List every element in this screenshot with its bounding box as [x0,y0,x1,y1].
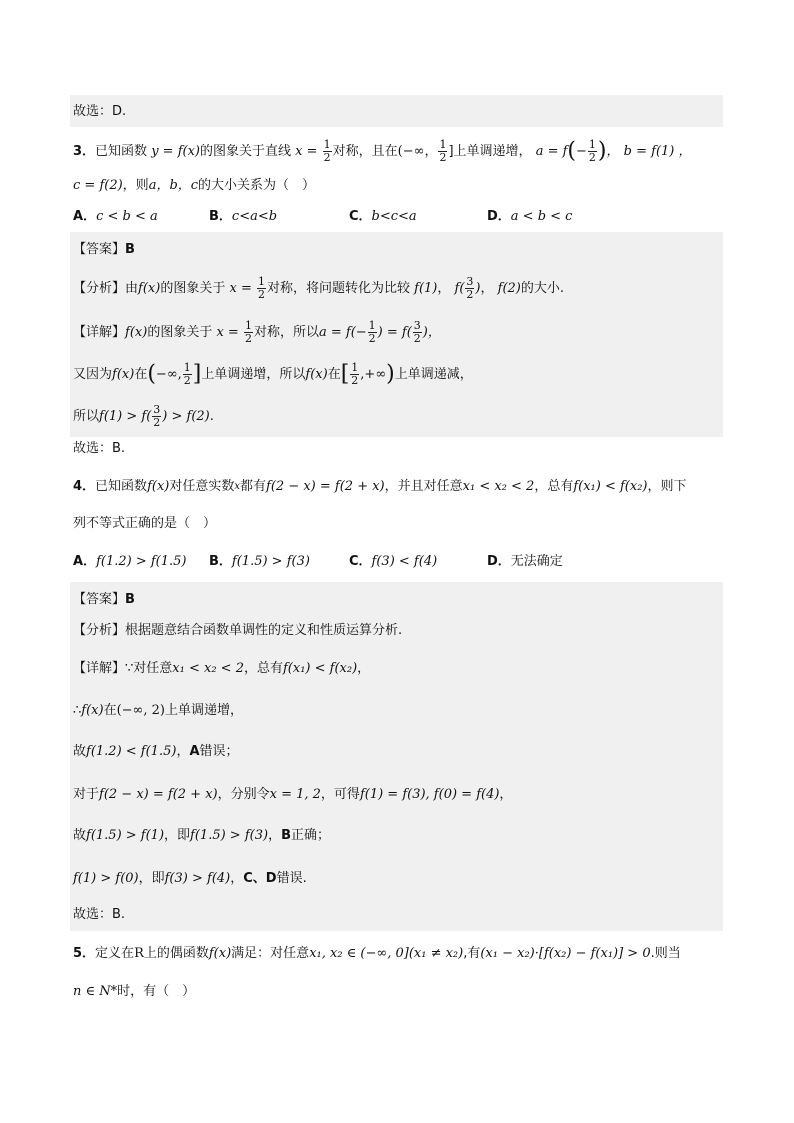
q3-interval-close: ]上单调递增， [448,144,532,159]
q3-stem-text: 已知函数 [95,144,148,159]
q4-detail-line4: 对于f(2 − x) = f(2 + x)，分别令x = 1, 2，可得f(1) = f(3), f(0) = f(4)， [73,787,513,802]
q3-detail-line3: 所以f(1) > f( $\frac{3}{2}$ ) > f(2). [73,403,214,429]
q4-option-d: D．无法确定 [487,554,563,569]
analysis-tag: 【分析】 [73,281,126,296]
q4-answer: B [125,592,135,607]
q4-option-a: A．f(1.2) > f(1.5) [73,554,187,569]
q3-choose-text: 故选：B. [73,441,126,456]
q3-stem-text: 的图象关于直线 [200,144,292,159]
q3-a-def: a = f [535,144,568,159]
q4-detail-line2: ∴f(x)在(−∞, 2)上单调递增， [73,703,244,718]
q4-option-b: B．f(1.5) > f(3) [209,554,310,569]
q3-analysis-line: 【分析】由f(x)的图象关于 x = $\frac{1}{2}$ 对称，将问题转化为比较 f(1)， f( $\frac{3}{2}$ )， f(2)的大小. [73,275,565,301]
q4-choose-line [73,906,723,924]
q4-choose-text: 故选：B. [73,907,126,922]
fraction-half: $\frac{1}{2}$ [323,138,331,164]
q5-stem-line1: 5．定义在R上的偶函数f(x)满足：对任意x₁, x₂ ∈ (−∞, 0](x₁ ≠ x₂),有(x₁ − x₂)·[f(x₂) − f(x₁)] > 0.则当 [73,946,681,961]
q3-option-b: B．c<a<b [209,209,278,224]
detail-tag: 【详解】 [73,325,126,340]
q3-answer-line [73,241,723,259]
q3-detail-line2: 又因为f(x)在(−∞, $\frac{1}{2}$ ]上单调递增，所以f(x)在[ $\frac{1}{2}$ ,+∞)上单调递减， [73,361,473,387]
q5-number: 5． [73,946,96,961]
q3-stem-text: ，则 [122,178,149,193]
q4-detail-line6: f(1) > f(0)，即f(3) > f(4)，C、D错误. [73,871,307,886]
answer-tag: 【答案】 [73,592,126,607]
q4-detail-line1: 【详解】∵对任意x₁ < x₂ < 2，总有f(x₁) < f(x₂)， [73,661,371,676]
q4-stem-line2: 列不等式正确的是（ ） [73,516,217,531]
q2-choose-line [73,103,723,121]
q3-x-eq: x = [295,144,318,159]
q4-number: 4． [73,479,96,494]
q4-option-c: C．f(3) < f(4) [349,554,438,569]
q4-detail-line5: 故f(1.5) > f(1)，即f(1.5) > f(3)，B正确； [73,828,331,843]
q5-stem-line2: n ∈ N*时，有（ ） [73,984,196,999]
detail-tag: 【详解】 [73,661,126,676]
q3-choose-line [73,440,723,458]
fraction-half: $\frac{1}{2}$ [439,138,447,164]
q3-answer: B [125,242,135,257]
q3-stem-text: 的大小关系为（ ） [198,178,316,193]
q3-number: 3． [73,144,96,159]
q3-vars: a，b，c [148,178,199,193]
q3-interval-open: (−∞， [397,144,438,159]
q2-choose-text: 故选：D. [73,104,127,119]
q3-stem-text: 对称，且在 [332,144,398,159]
q3-c-def: c = f(2) [73,178,123,193]
q3-detail-line1: 【详解】f(x)的图象关于 x = $\frac{1}{2}$ 对称，所以a = f(− $\frac{1}{2}$ ) = f( $\frac{3}{2}$ )， [73,319,441,345]
analysis-tag: 【分析】 [73,623,126,638]
q4-detail-line3: 故f(1.2) < f(1.5)，A错误； [73,744,239,759]
answer-tag: 【答案】 [73,242,126,257]
q4-analysis-line: 【分析】根据题意结合函数单调性的定义和性质运算分析. [73,623,403,638]
q4-stem-line1: 4．已知函数f(x)对任意实数$^x$都有f(2 − x) = f(2 + x)，并且对任意x₁ < x₂ < 2，总有f(x₁) < f(x₂)，则下 [73,479,687,494]
q3-option-a: A．c < b < a [73,209,158,224]
q3-option-d: D．a < b < c [487,209,573,224]
q3-stem-line1: 3．已知函数 y = f(x)的图象关于直线 x = $\frac{1}{2}$ 对称，且在(−∞， $\frac{1}{2}$ ]上单调递增， a = f(− $\frac{1}{2}$ )， b = f(1) ， [73,138,692,164]
q3-option-c: C．b<c<a [349,209,417,224]
fraction-half: $\frac{1}{2}$ [588,138,596,164]
q3-stem-line2 [73,177,723,195]
q4-answer-line [73,591,723,609]
q3-function: y = f(x) [151,144,200,159]
q3-b-def: ， b = f(1) ， [606,144,692,159]
